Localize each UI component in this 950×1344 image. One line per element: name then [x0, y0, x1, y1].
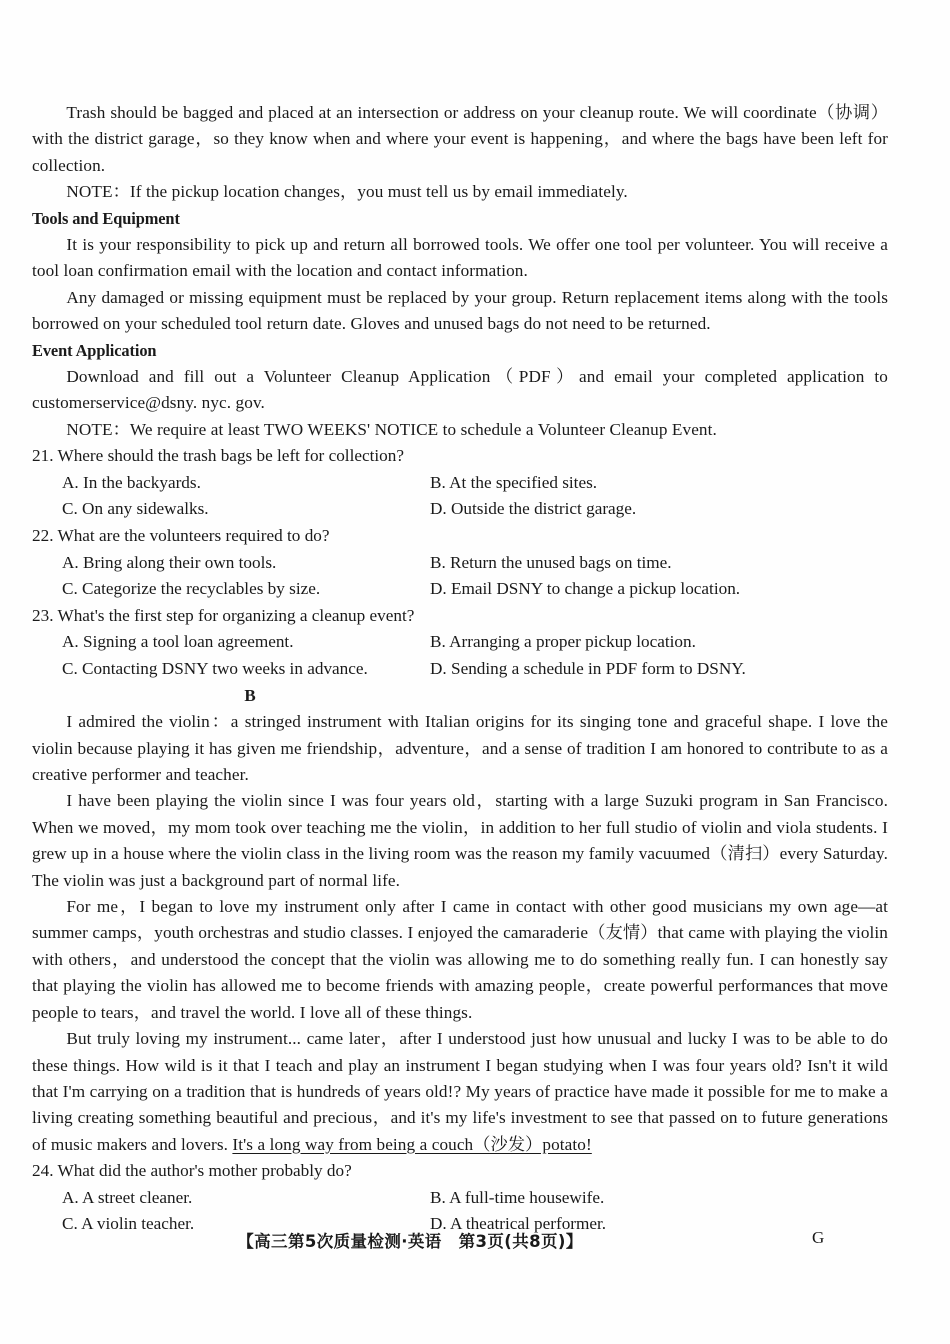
question-23-option-b[interactable]: B. Arranging a proper pickup location. — [430, 632, 696, 652]
footer-label: 【高三第5次质量检测·英语 第3页(共8页)】 — [237, 1232, 583, 1251]
tools-paragraph-2: Any damaged or missing equipment must be replaced by your group. Return replacement items along with the tools borrowed on your scheduled tool return date. Gloves and unused bags do not need to be returned. — [32, 287, 888, 334]
question-24-option-c[interactable]: C. A violin teacher. — [62, 1214, 195, 1234]
application-paragraph-1: Download and fill out a Volunteer Cleanup Application（PDF）and email your completed application to customerservice@dsny. nyc. gov. — [32, 367, 888, 413]
section-b-paragraph-4-text: But truly loving my instrument... came later，after I understood just how unusual and lucky I was to be able to do these things. How wild is it that I teach and play an instrument I began studying when I was four years old? Isn't it wild that I'm carrying on a tradition that is hundreds of years old!? My years of practice have made it possible for me to make a living creating something beautiful and precious，and it's my life's investment to see that passed on to future generations of music makers and lovers. — [32, 1029, 888, 1154]
subject-marker: G — [812, 1228, 825, 1247]
application-note-1: NOTE：We require at least TWO WEEKS' NOTICE to schedule a Volunteer Cleanup Event. — [66, 419, 717, 439]
question-21-options-row-1 — [32, 470, 888, 497]
question-23-option-c[interactable]: C. Contacting DSNY two weeks in advance. — [62, 659, 368, 679]
question-21-option-a[interactable]: A. In the backyards. — [62, 472, 201, 492]
question-22-options-row-2 — [32, 576, 888, 603]
section-b-paragraph-1: I admired the violin：a stringed instrument with Italian origins for its singing tone and graceful shape. I love the violin because playing it has given me friendship，adventure，and a sense of tradition I am honored to contribute to as a creative performer and teacher. — [32, 712, 888, 785]
question-23-text: What's the first step for organizing a cleanup event? — [57, 605, 415, 625]
question-21-options-row-2 — [32, 496, 888, 523]
question-24-text: What did the author's mother probably do? — [57, 1161, 352, 1181]
tools-paragraph-1: It is your responsibility to pick up and return all borrowed tools. We offer one tool per volunteer. You will receive a tool loan confirmation email with the location and contact information. — [32, 235, 888, 281]
question-22-option-c[interactable]: C. Categorize the recyclables by size. — [62, 579, 321, 599]
heading-event-application: Event Application — [32, 340, 157, 360]
section-b-paragraph-3: For me，I began to love my instrument only after I came in contact with other good musicians my own age—at summer camps，youth orchestras and studio classes. I enjoyed the camaraderie（友情）that came with playing the violin with others，and understood the concept that the violin was allowing me to do something really fun. I can honestly say that playing the violin has allowed me to become friends with amazing people，create powerful performances that move people to tears，and travel the world. I love all of these things. — [32, 897, 888, 1022]
heading-tools-and-equipment: Tools and Equipment — [32, 208, 180, 228]
question-23-options-row-1 — [32, 629, 888, 656]
question-24-option-d[interactable]: D. A theatrical performer. — [430, 1214, 607, 1234]
question-21-option-b[interactable]: B. At the specified sites. — [430, 472, 598, 492]
question-24-option-a[interactable]: A. A street cleaner. — [62, 1187, 193, 1207]
question-21-option-d[interactable]: D. Outside the district garage. — [430, 499, 637, 519]
question-22-option-b[interactable]: B. Return the unused bags on time. — [430, 552, 672, 572]
passage-a-note-1: NOTE：If the pickup location changes，you must tell us by email immediately. — [66, 182, 628, 202]
question-23-number: 23. — [32, 605, 54, 625]
section-b-paragraph-4 — [32, 1026, 888, 1158]
question-24-stem — [32, 1158, 888, 1185]
section-b-paragraph-2: I have been playing the violin since I was four years old，starting with a large Suzuki program in San Francisco. When we moved，my mom took over teaching me the violin，in addition to her full studio of violin and viola students. I grew up in a house where the violin class in the living room was the reason my family vacuumed（清扫）every Saturday. The violin was just a background part of normal life. — [32, 791, 888, 890]
question-24-number: 24. — [32, 1161, 54, 1181]
question-23-options-row-2 — [32, 656, 888, 683]
passage-a-paragraph-1: Trash should be bagged and placed at an intersection or address on your cleanup route. We will coordinate（协调）with the district garage，so they know when and where your event is happening，and where the bags have been left for collection. — [32, 103, 888, 175]
question-22-options-row-1 — [32, 550, 888, 577]
question-21-stem — [32, 443, 888, 470]
question-24-option-b[interactable]: B. A full-time housewife. — [430, 1187, 605, 1207]
question-22-text: What are the volunteers required to do? — [57, 526, 330, 546]
question-22-option-a[interactable]: A. Bring along their own tools. — [62, 552, 277, 572]
section-b-underlined-sentence: It's a long way from being a couch（沙发）potato! — [232, 1134, 592, 1154]
section-b-marker: B — [244, 685, 256, 705]
question-22-stem — [32, 523, 888, 550]
question-21-option-c[interactable]: C. On any sidewalks. — [62, 499, 209, 519]
question-22-option-d[interactable]: D. Email DSNY to change a pickup location. — [430, 579, 741, 599]
question-21-text: Where should the trash bags be left for collection? — [57, 446, 404, 466]
question-23-option-d[interactable]: D. Sending a schedule in PDF form to DSNY. — [430, 659, 746, 679]
question-21-number: 21. — [32, 446, 54, 466]
question-22-number: 22. — [32, 526, 54, 546]
question-24-options-row-1 — [32, 1185, 888, 1212]
question-23-stem — [32, 603, 888, 630]
question-23-option-a[interactable]: A. Signing a tool loan agreement. — [62, 632, 294, 652]
page-footer — [0, 1228, 950, 1268]
page-content — [32, 100, 888, 1238]
